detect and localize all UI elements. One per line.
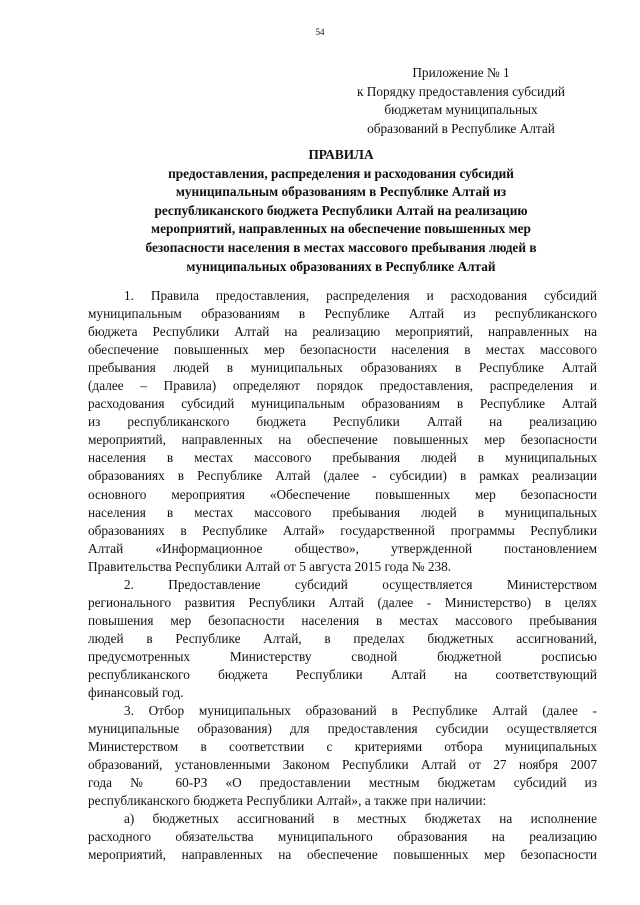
- title-line: мероприятий, направленных на обеспечение повышенных мер: [151, 221, 531, 237]
- body-line: 2. Предоставление субсидий осуществляется Министерством: [124, 576, 597, 592]
- document-body: [88, 287, 597, 865]
- title-line: муниципальным образованиям в Республике Алтай из: [175, 184, 507, 200]
- body-line: Правительства Республики Алтай от 5 августа 2015 года № 238.: [88, 558, 452, 574]
- body-line: республиканского бюджета Республики Алтай», а также при наличии:: [88, 793, 487, 809]
- appendix-header: [336, 64, 586, 138]
- body-line: (далее – Правила) определяют порядок предоставления, распределения и: [88, 378, 597, 394]
- body-line: финансовый год.: [88, 685, 184, 701]
- body-line: 3. Отбор муниципальных образований в Республике Алтай (далее -: [124, 703, 597, 719]
- body-line: 1. Правила предоставления, распределения и расходования субсидий: [124, 288, 597, 303]
- body-line: пребывания людей в муниципальных образованиях в Республике Алтай: [88, 360, 597, 376]
- page-number: 54: [315, 27, 325, 37]
- title-line: муниципальных образованиях в Республике Алтай: [186, 258, 496, 274]
- appendix-line: бюджетам муниципальных: [384, 102, 538, 118]
- document-title: [88, 146, 594, 276]
- title-line: республиканского бюджета Республики Алтай на реализацию: [154, 202, 528, 218]
- body-line: населения в местах массового пребывания людей в муниципальных: [88, 450, 597, 466]
- body-line: а) бюджетных ассигнований в местных бюджетах на исполнение: [124, 811, 597, 827]
- body-line: Министерством в соответствии с критериями отбора муниципальных: [88, 739, 597, 755]
- body-line: расходования субсидий муниципальным образованиям в Республике Алтай: [88, 396, 597, 412]
- body-line: мероприятий, направленных на обеспечение повышенных мер безопасности: [88, 847, 597, 863]
- body-line: муниципальные образования) для предоставления субсидии осуществляется: [88, 721, 597, 737]
- body-line: муниципальным образованиям в Республике Алтай из республиканского: [88, 306, 597, 322]
- appendix-line: Приложение № 1: [412, 65, 510, 80]
- appendix-line: образований в Республике Алтай: [367, 120, 555, 136]
- title-heading: ПРАВИЛА: [308, 147, 374, 162]
- body-line: предусмотренных Министерству сводной бюджетной росписью: [88, 648, 597, 664]
- body-line: обеспечение повышенных мер безопасности населения в местах массового: [88, 342, 597, 358]
- body-line: республиканского бюджета Республики Алтай на соответствующий: [88, 666, 597, 682]
- appendix-line: к Порядку предоставления субсидий: [356, 83, 566, 99]
- body-line: основного мероприятия «Обеспечение повышенных мер безопасности: [88, 486, 597, 502]
- body-line: бюджета Республики Алтай на реализацию мероприятий, направленных на: [88, 324, 597, 340]
- body-line: образованиях в Республике Алтай» государственной программы Республики: [88, 522, 597, 538]
- body-line: населения в местах массового пребывания людей в муниципальных: [88, 504, 597, 520]
- body-line: регионального развития Республики Алтай (далее - Министерство) в целях: [88, 594, 597, 610]
- body-line: мероприятий, направленных на обеспечение повышенных мер безопасности: [88, 432, 597, 448]
- body-line: образованиях в Республике Алтай (далее - субсидии) в рамках реализации: [88, 468, 597, 484]
- body-line: образований, установленными Законом Республики Алтай от 27 ноября 2007: [88, 757, 597, 773]
- title-line: предоставления, распределения и расходования субсидий: [168, 165, 514, 181]
- title-line: безопасности населения в местах массового пребывания людей в: [145, 239, 537, 255]
- body-line: повышения мер безопасности населения в местах массового пребывания: [88, 612, 597, 628]
- body-line: из республиканского бюджета Республики Алтай на реализацию: [88, 414, 597, 430]
- body-line: людей в Республике Алтай, в пределах бюджетных ассигнований,: [88, 630, 597, 646]
- body-line: Алтай «Информационное общество», утвержденной постановлением: [88, 540, 597, 556]
- body-line: расходного обязательства муниципального образования на реализацию: [88, 829, 597, 845]
- body-line: года № 60-РЗ «О предоставлении местным бюджетам субсидий из: [88, 775, 597, 791]
